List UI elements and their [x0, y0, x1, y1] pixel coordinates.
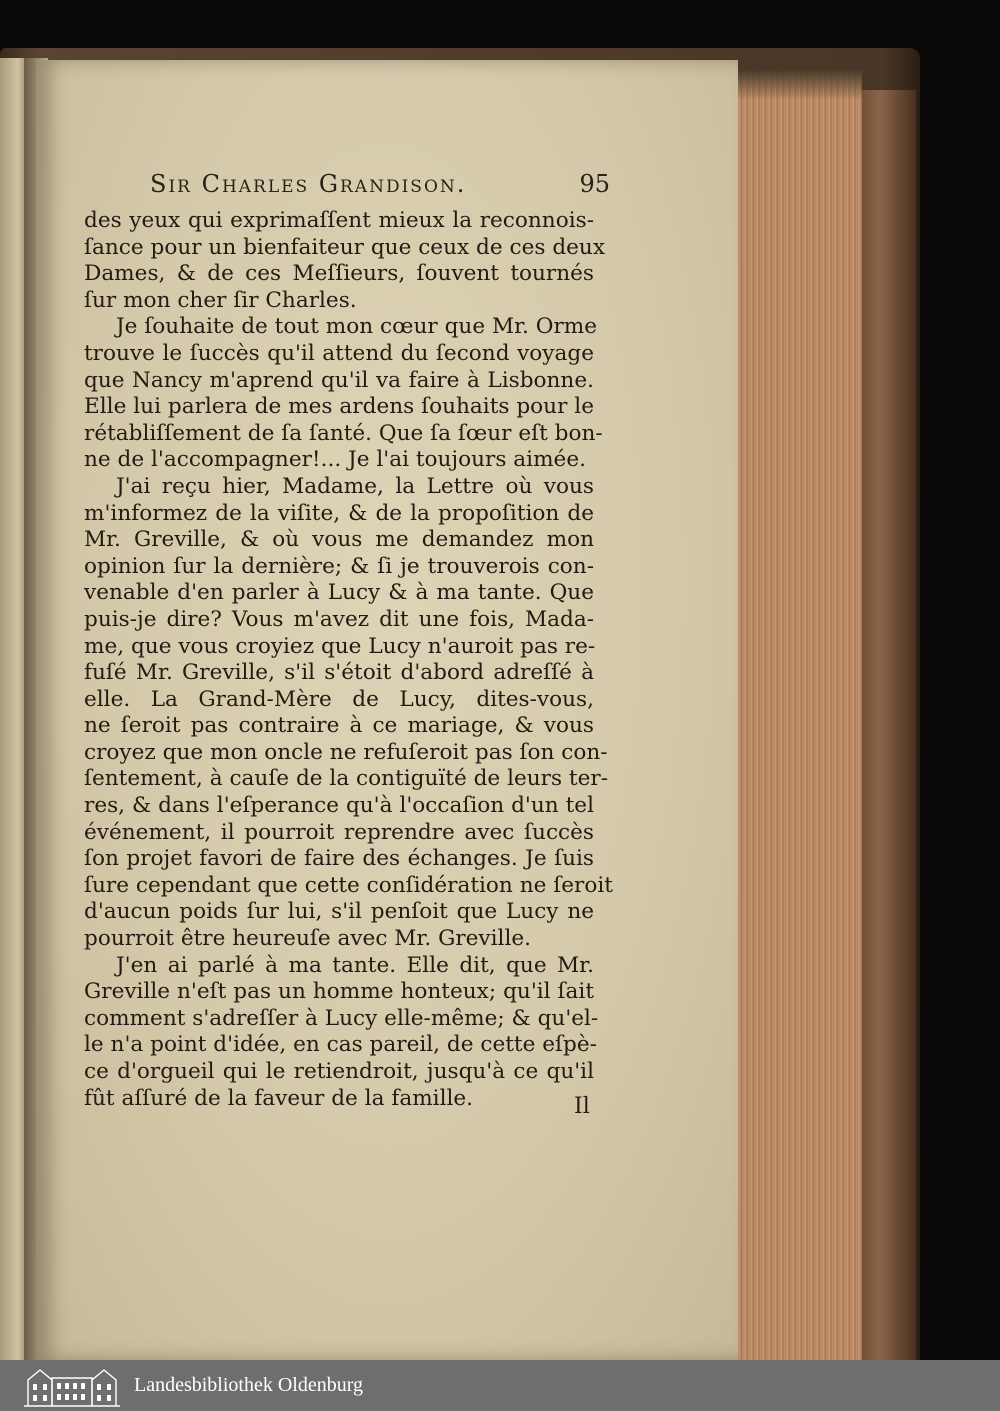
text-line: res, & dans l'eſperance qu'à l'occaſion d'un tel	[84, 793, 594, 819]
text-line: ce d'orgueil qui le retiendroit, jusqu'à ce qu'il	[84, 1059, 594, 1084]
library-name: Landesbibliothek Oldenburg	[134, 1374, 364, 1396]
text-line: événement, il pourroit reprendre avec ſuccès	[84, 819, 594, 845]
text-line: d'aucun poids ſur lui, s'il penſoit que Lucy ne	[84, 899, 594, 925]
text-line: Je ſouhaite de tout mon cœur que Mr. Orme	[116, 314, 598, 340]
page-number: 95	[579, 170, 610, 198]
text-line: venable d'en parler à Lucy & à ma tante. Que	[84, 580, 594, 606]
book-binding	[856, 90, 916, 1360]
text-line: me, que vous croyiez que Lucy n'auroit pas re-	[84, 633, 596, 659]
text-line: ſon projet favori de faire des échanges. Je ſuis	[84, 846, 594, 872]
footer-bar	[0, 1360, 1000, 1411]
text-line: croyez que mon oncle ne refuſeroit pas ſon con-	[84, 739, 608, 765]
text-line: ſure cependant que cette conſidération ne ſeroit	[84, 872, 613, 898]
text-line: fuſé Mr. Greville, s'il s'étoit d'abord adreſſé à	[84, 660, 594, 686]
page-fore-edge	[736, 70, 862, 1360]
text-line: trouve le ſuccès qu'il attend du ſecond voyage	[84, 340, 594, 366]
text-line: des yeux qui exprimaſſent mieux la reconnois-	[84, 208, 594, 233]
text-line: comment s'adreſſer à Lucy elle-même; & qu'el-	[84, 1005, 599, 1031]
text-line: pourroit être heureuſe avec Mr. Greville.	[84, 926, 531, 952]
text-line: rétabliſſement de ſa ſanté. Que ſa ſœur eſt bon-	[84, 420, 603, 446]
text-line: ne ſeroit pas contraire à ce mariage, & vous	[84, 713, 594, 739]
text-line: que Nancy m'aprend qu'il va faire à Lisbonne.	[84, 367, 594, 393]
text-line: le n'a point d'idée, en cas pareil, de cette eſpè-	[84, 1032, 597, 1058]
text-line: m'informez de la viſite, & de la propoſition de	[84, 500, 594, 526]
text-line: ſur mon cher ſir Charles.	[84, 287, 357, 313]
text-line: Greville n'eſt pas un homme honteux; qu'il ſait	[84, 979, 594, 1005]
text-line: Elle lui parlera de mes ardens ſouhaits pour le	[84, 394, 594, 420]
text-line: ſance pour un bienfaiteur que ceux de ces deux	[84, 234, 606, 260]
text-line: J'en ai parlé à ma tante. Elle dit, que Mr.	[116, 952, 594, 978]
text-line: Dames, & de ces Meſſieurs, ſouvent tournés	[84, 261, 594, 287]
text-line: J'ai reçu hier, Madame, la Lettre où vous	[116, 473, 594, 499]
body-text	[84, 208, 613, 1112]
text-line: ſentement, à cauſe de la contiguïté de leurs ter-	[84, 766, 609, 792]
text-line: ne de l'accompagner!... Je l'ai toujours aimée.	[84, 447, 586, 473]
text-line: Mr. Greville, & où vous me demandez mon	[84, 527, 594, 553]
text-line: opinion ſur la dernière; & ſi je trouverois con-	[84, 553, 594, 579]
catchword: Il	[574, 1094, 590, 1119]
text-line: fût aſſuré de la faveur de la famille.	[84, 1085, 474, 1111]
library-building-icon	[22, 1364, 122, 1408]
running-header	[150, 170, 610, 198]
text-line: elle. La Grand-Mère de Lucy, dites-vous,	[84, 686, 594, 712]
running-title: Sir Charles Grandison.	[150, 170, 467, 198]
text-line: puis-je dire? Vous m'avez dit une fois, Mada-	[84, 606, 594, 632]
